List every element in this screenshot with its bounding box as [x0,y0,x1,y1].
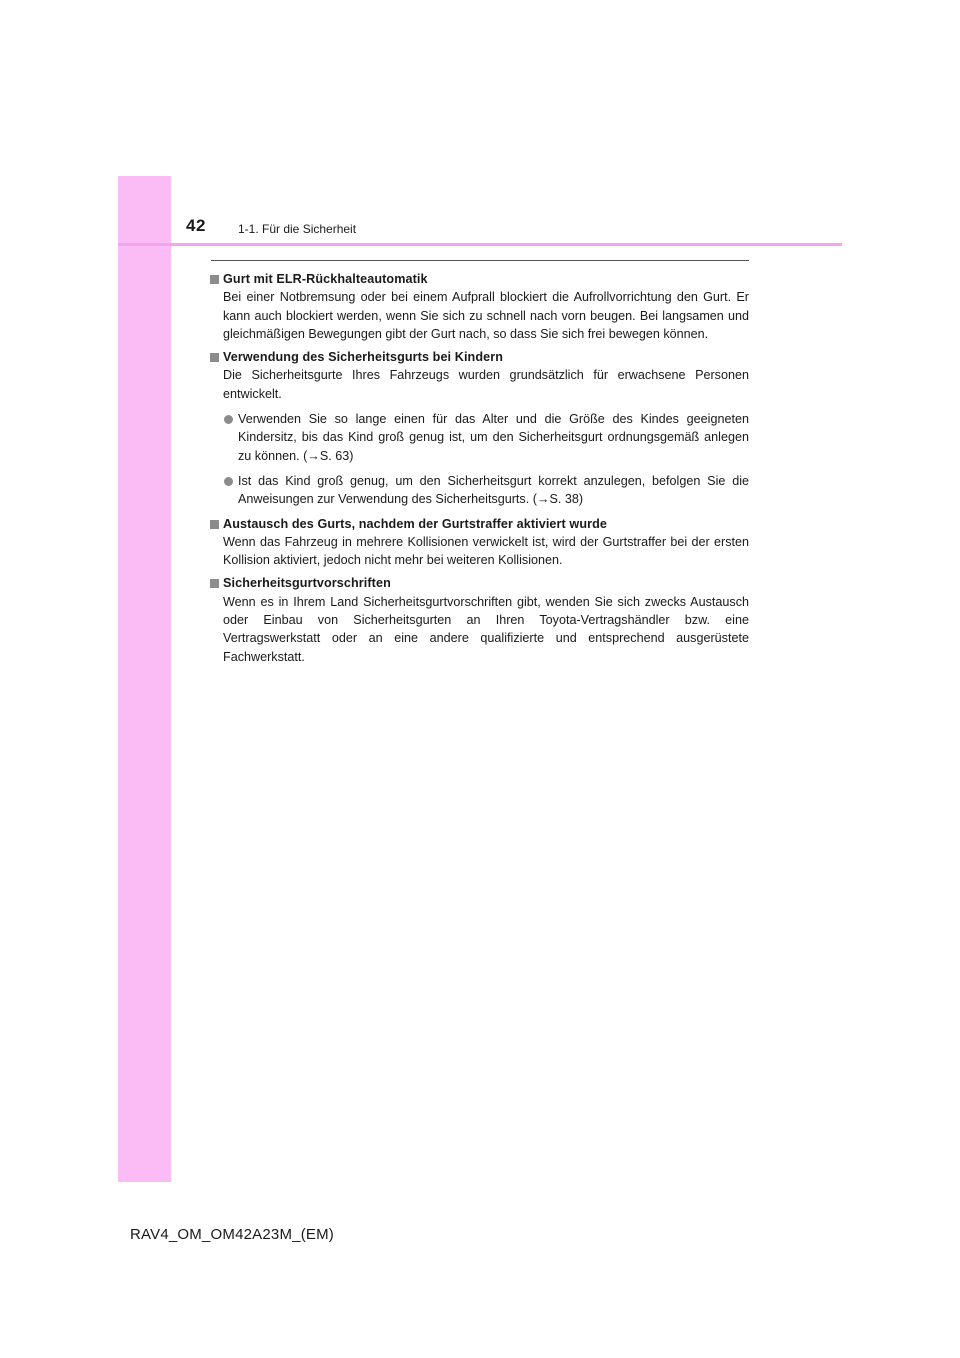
list-item-text: Ist das Kind groß genug, um den Sicherheitsgurt korrekt anzulegen, befolgen Sie die Anweisungen zur Verwendung des Sicherheitsgurts. (→S. 38) [238,473,749,507]
circle-bullet-icon [224,415,233,424]
section-text: Die Sicherheitsgurte Ihres Fahrzeugs wurden grundsätzlich für erwachsene Personen entwickelt. [223,368,749,401]
content-body [209,270,749,671]
content-top-rule [211,260,749,261]
square-bullet-icon [210,275,219,284]
chapter-tab-bar [118,176,171,1182]
square-bullet-icon [210,520,219,529]
section-children [209,348,749,508]
document-code: RAV4_OM_OM42A23M_(EM) [130,1226,334,1243]
section-elr [209,270,749,343]
section-heading: Gurt mit ELR-Rückhalteautomatik [223,272,428,286]
page-number: 42 [186,216,206,235]
list-item [223,410,749,465]
section-heading: Verwendung des Sicherheitsgurts bei Kindern [223,350,504,365]
section-heading: Austausch des Gurts, nachdem der Gurtstraffer aktiviert wurde [223,516,608,531]
section-text: Wenn das Fahrzeug in mehrere Kollisionen verwickelt ist, wird der Gurtstraffer bei der ersten Kollision aktiviert, jedoch nicht mehr bei weiteren Kollisionen. [223,534,749,568]
list-item [223,472,749,509]
section-pretensioner [209,515,749,570]
section-title: 1-1. Für die Sicherheit [238,222,357,236]
circle-bullet-icon [224,477,233,486]
section-regulations [209,574,749,665]
section-text: Wenn es in Ihrem Land Sicherheitsgurtvorschriften gibt, wenden Sie sich zwecks Austausch oder Einbau von Sicherheitsgurten an Ihren Toyota-Vertragshändler bzw. eine Vertragswerkstatt oder an eine andere qualifizierte und entsprechend ausgerüstete Fachwerkstatt. [223,594,749,664]
square-bullet-icon [210,579,219,588]
section-text: Bei einer Notbremsung oder bei einem Aufprall blockiert die Aufrollvorrichtung den Gurt. Er kann auch blockiert werden, wenn Sie sich zu schnell nach vorn beugen. Bei langsamen und gleichmäßigen Bewegungen gibt der Gurt nach, so dass Sie sich frei bewegen können. [223,290,749,341]
list-item-text: Verwenden Sie so lange einen für das Alter und die Größe des Kindes geeigneten Kindersitz, bis das Kind groß genug ist, um den Sicherheitsgurt ordnungsgemäß anlegen zu können. (→S. 63) [238,412,749,463]
header-divider [118,243,842,246]
section-heading: Sicherheitsgurtvorschriften [223,576,391,591]
square-bullet-icon [210,353,219,362]
